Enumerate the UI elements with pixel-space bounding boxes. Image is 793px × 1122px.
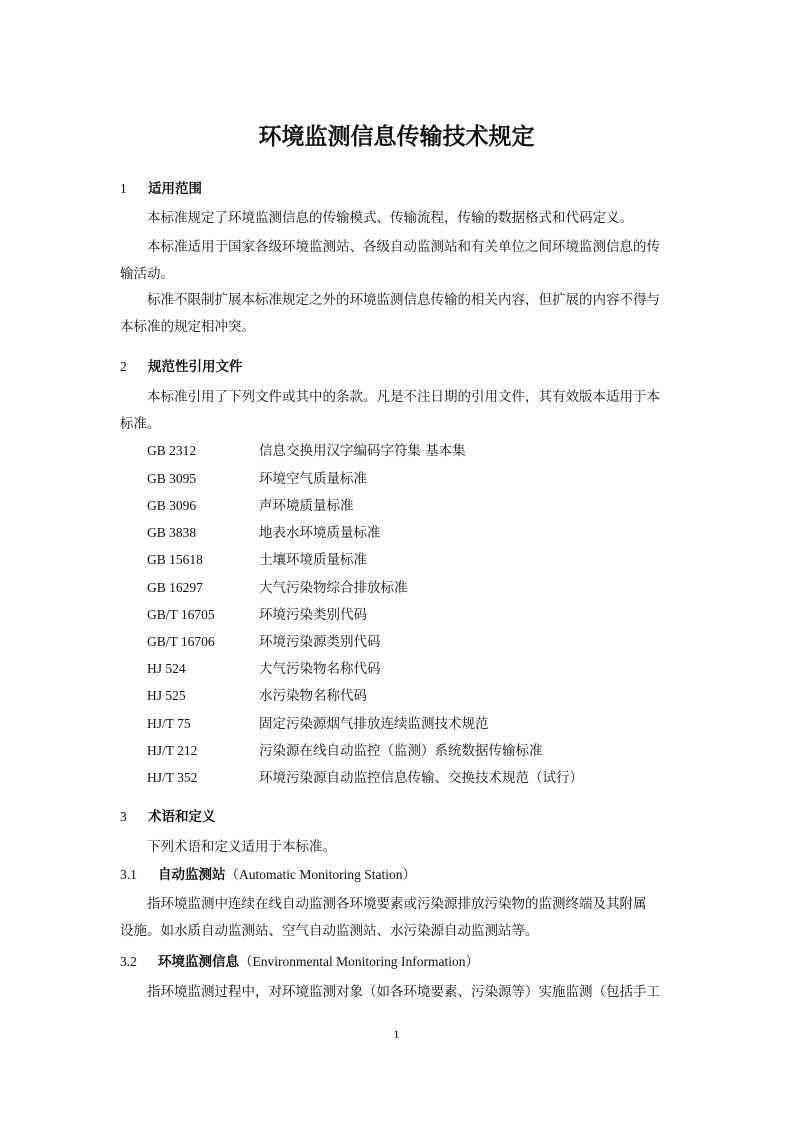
reference-code: GB 3095 [147, 471, 197, 486]
reference-title: 固定污染源烟气排放连续监测技术规范 [259, 716, 489, 732]
reference-title: 环境空气质量标准 [259, 471, 367, 487]
section-number: 2 [120, 359, 127, 374]
paragraph-line: 本标准规定了环境监测信息的传输模式、传输流程，传输的数据格式和代码定义。 [147, 210, 633, 226]
reference-code: GB 15618 [147, 552, 203, 567]
reference-code: GB/T 16706 [147, 634, 215, 649]
reference-code: HJ 525 [147, 688, 186, 703]
term-english: （Automatic Monitoring Station） [225, 867, 416, 882]
paragraph-line: 本标准适用于国家各级环境监测站、各级自动监测站和有关单位之间环境监测信息的传 [147, 239, 660, 255]
reference-code: HJ/T 75 [147, 716, 191, 731]
reference-code: HJ/T 352 [147, 770, 198, 785]
reference-code: GB/T 16705 [147, 607, 215, 622]
paragraph-line: 下列术语和定义适用于本标准。 [147, 839, 336, 855]
term-3-2-heading [120, 952, 479, 972]
reference-title: 环境污染源自动监控信息传输、交换技术规范（试行） [259, 770, 583, 786]
section-number: 3 [120, 809, 127, 824]
paragraph-line: 指环境监测过程中，对环境监测对象（如各环境要素、污染源等）实施监测（包括手工 [147, 984, 660, 1000]
reference-title: 环境污染类别代码 [259, 607, 367, 623]
term-number: 3.1 [120, 867, 137, 882]
term-number: 3.2 [120, 954, 137, 969]
reference-title: 声环境质量标准 [259, 498, 354, 514]
reference-title: 水污染物名称代码 [259, 688, 367, 704]
paragraph-line: 本标准的规定相冲突。 [120, 319, 255, 335]
paragraph-line: 指环境监测中连续在线自动监测各环境要素或污染源排放污染物的监测终端及其附属 [147, 896, 647, 912]
reference-code: GB 16297 [147, 580, 203, 595]
term-name: 环境监测信息 [158, 954, 239, 970]
paragraph-line: 输活动。 [120, 266, 174, 282]
section-title: 适用范围 [148, 181, 202, 197]
term-name: 自动监测站 [158, 867, 226, 883]
reference-code: HJ/T 212 [147, 743, 198, 758]
reference-code: GB 3096 [147, 498, 197, 513]
term-3-1-heading [120, 865, 416, 885]
reference-title: 环境污染源类别代码 [259, 634, 381, 650]
reference-title: 土壤环境质量标准 [259, 552, 367, 568]
section-title: 规范性引用文件 [148, 359, 243, 375]
paragraph-line: 标准不限制扩展本标准规定之外的环境监测信息传输的相关内容，但扩展的内容不得与 [147, 292, 660, 308]
paragraph-line: 设施。如水质自动监测站、空气自动监测站、水污染源自动监测站等。 [120, 923, 539, 939]
reference-code: HJ 524 [147, 661, 186, 676]
page-number: 1 [393, 1027, 400, 1041]
section-2-heading [120, 357, 243, 377]
reference-title: 地表水环境质量标准 [259, 525, 381, 541]
reference-title: 大气污染物名称代码 [259, 661, 381, 677]
term-english: （Environmental Monitoring Information） [239, 954, 479, 969]
reference-title: 污染源在线自动监控（监测）系统数据传输标准 [259, 743, 543, 759]
paragraph-line: 标准。 [120, 416, 161, 432]
section-3-heading [120, 807, 216, 827]
section-1-heading [120, 179, 202, 199]
section-title: 术语和定义 [148, 809, 216, 825]
paragraph-line: 本标准引用了下列文件或其中的条款。凡是不注日期的引用文件，其有效版本适用于本 [147, 389, 660, 405]
reference-code: GB 3838 [147, 525, 197, 540]
section-number: 1 [120, 181, 127, 196]
reference-title: 大气污染物综合排放标准 [259, 580, 408, 596]
reference-title: 信息交换用汉字编码字符集 基本集 [259, 443, 466, 459]
reference-code: GB 2312 [147, 443, 197, 458]
page-title: 环境监测信息传输技术规定 [258, 124, 535, 150]
